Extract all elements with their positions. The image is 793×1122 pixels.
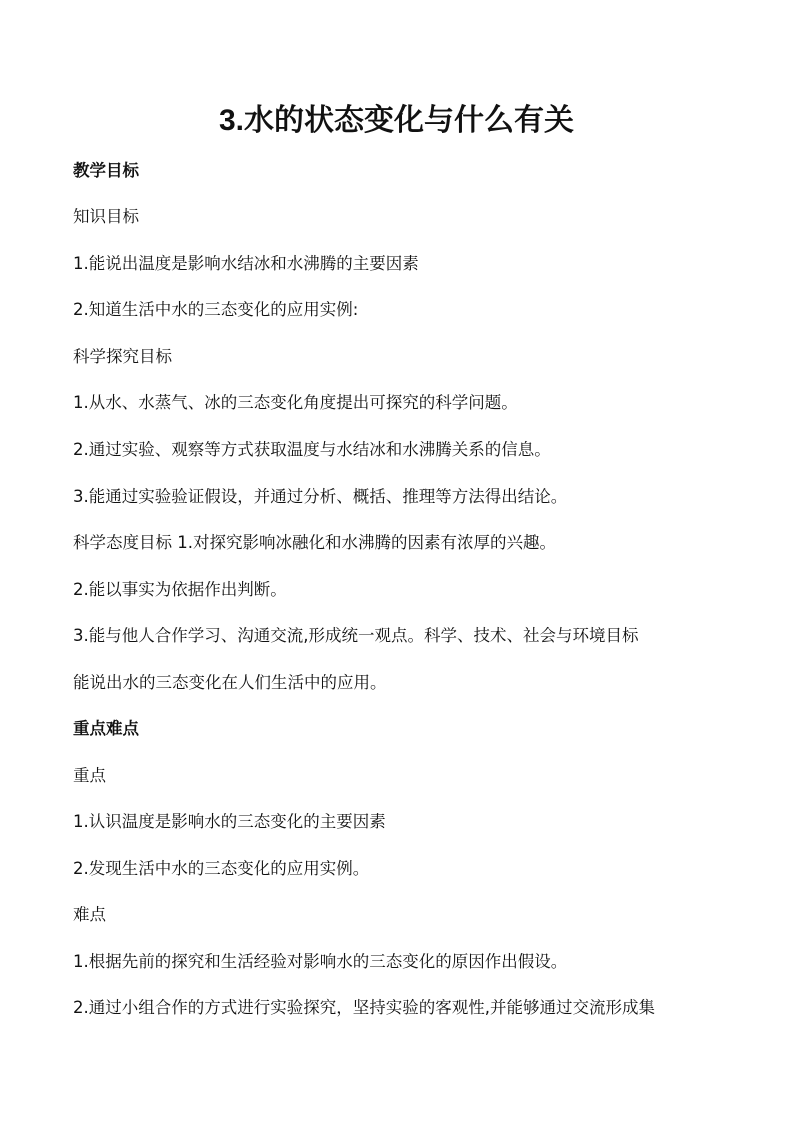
document-title <box>0 98 793 144</box>
subsection-heading: 重点 <box>73 766 106 785</box>
paragraph-line: 1.能说出温度是影响水结冰和水沸腾的主要因素 <box>73 254 419 273</box>
paragraph-line: 3.能与他人合作学习、沟通交流,形成统一观点。科学、技术、社会与环境目标 <box>73 626 639 645</box>
paragraph-line: 2.通过小组合作的方式进行实验探究，坚持实验的客观性,并能够通过交流形成集 <box>73 998 655 1017</box>
paragraph-line: 2.能以事实为依据作出判断。 <box>73 580 287 599</box>
paragraph-line: 3.能通过实验验证假设，并通过分析、概括、推理等方法得出结论。 <box>73 487 568 506</box>
paragraph-line: 1.从水、水蒸气、冰的三态变化角度提出可探究的科学问题。 <box>73 393 518 412</box>
paragraph-line: 2.通过实验、观察等方式获取温度与水结冰和水沸腾关系的信息。 <box>73 440 551 459</box>
paragraph-line: 科学态度目标 1.对探究影响冰融化和水沸腾的因素有浓厚的兴趣。 <box>73 533 556 552</box>
paragraph-line: 2.知道生活中水的三态变化的应用实例: <box>73 300 359 319</box>
paragraph-line: 1.认识温度是影响水的三态变化的主要因素 <box>73 812 386 831</box>
subsection-heading: 科学探究目标 <box>73 347 172 366</box>
section-heading: 教学目标 <box>73 161 139 180</box>
subsection-heading: 难点 <box>73 905 106 924</box>
paragraph-line: 2.发现生活中水的三态变化的应用实例。 <box>73 859 370 878</box>
paragraph-line: 1.根据先前的探究和生活经验对影响水的三态变化的原因作出假设。 <box>73 952 568 971</box>
section-heading: 重点难点 <box>73 719 139 738</box>
paragraph-line: 能说出水的三态变化在人们生活中的应用。 <box>73 673 387 692</box>
subsection-heading: 知识目标 <box>73 207 139 226</box>
title-text: 水的状态变化与什么有关 <box>244 103 575 138</box>
title-number: 3. <box>218 104 245 137</box>
